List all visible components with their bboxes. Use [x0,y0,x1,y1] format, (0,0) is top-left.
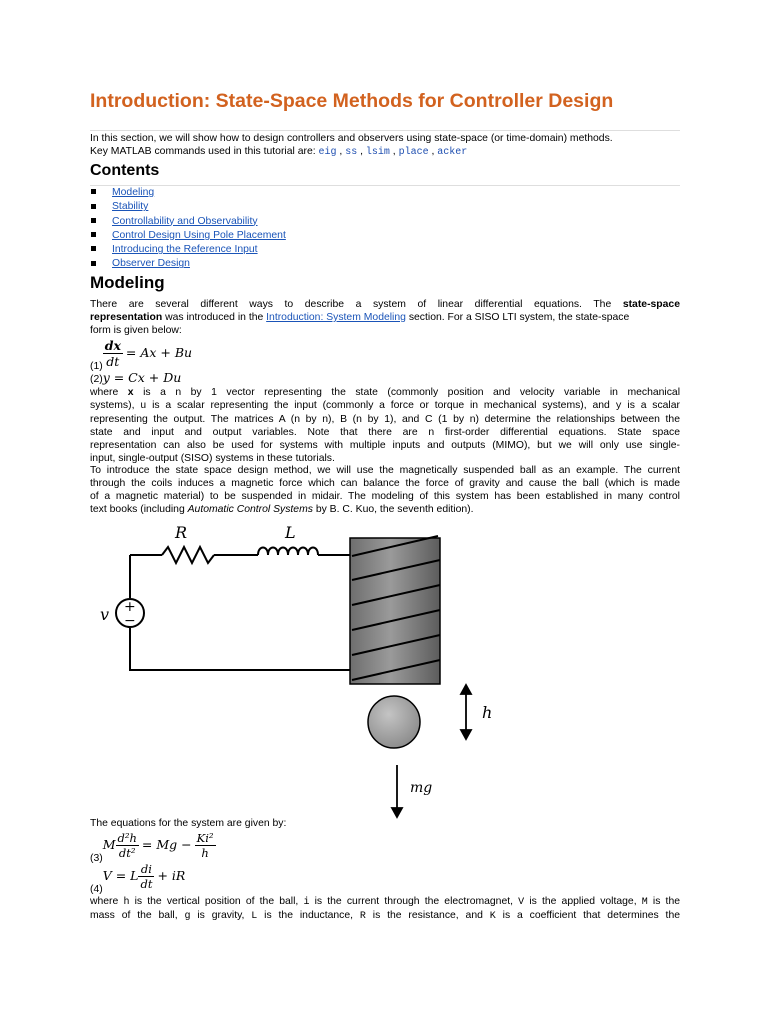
text-span: is the current through the electromagnet, [309,896,519,907]
modeling-p1-line-2 [90,312,680,325]
text-span: is a scalar representing the input (commonly a force or torque in mechanical systems), and [146,399,616,411]
modeling-heading: Modeling [90,273,165,292]
fraction-numerator: Ki² [196,831,214,845]
equation-number: (1) [90,360,103,372]
text-span: is the inductance, [257,909,360,921]
command-separator: , [389,145,399,157]
intro-line-1: In this section, we will show how to design controllers and observers using state-space (or time-domain) methods. [90,133,613,144]
fraction-numerator: d²h [117,831,137,845]
command-separator: , [357,145,366,157]
variable: K [489,910,496,922]
contents-item [90,243,286,257]
p2-line [90,400,680,414]
variable: V [518,897,525,908]
text-span: is the vertical position of the ball, [129,896,304,907]
command-separator: , [428,145,438,157]
p3-line: To introduce the state space design method, we will use the magnetically suspended ball as an example. The current [90,465,680,477]
equation-3 [90,831,216,864]
intro-paragraph [90,133,680,160]
bullet-icon [91,261,96,266]
contents-link-stability[interactable]: Stability [112,201,149,213]
bullet-icon [91,246,96,251]
contents-item [90,200,286,214]
p2-line: representation can also be used for systems with multiple inputs and outputs (MIMO), but we will only use single- [90,439,680,451]
fraction-denominator: dt² [118,846,136,860]
text-span: is a scalar [621,399,680,411]
equation-body: y = Cx + Du [102,370,182,385]
fraction [103,338,123,369]
text-span: mass of the ball, [90,909,185,921]
contents-link-observer-design[interactable]: Observer Design [112,258,190,270]
modeling-paragraph-4 [90,896,680,924]
p2-line [90,387,680,400]
command-eig: eig [318,146,337,158]
gravity-arrow [392,765,402,817]
text-span: section. For a SISO LTI system, the state-space [405,311,630,323]
variable: R [359,910,366,922]
circuit-wire [130,628,352,670]
plus-sign: + [124,599,136,615]
label-mg: mg [410,780,433,796]
equation-rhs: + iR [157,867,186,883]
fraction-denominator: h [201,846,209,860]
mass-symbol: M [102,836,116,852]
equations-intro: The equations for the system are given by: [90,818,287,829]
label-h: h [482,703,493,722]
system-modeling-link[interactable]: Introduction: System Modeling [266,311,406,323]
variable: u [140,400,147,412]
contents-link-controllability[interactable]: Controllability and Observability [112,215,258,227]
modeling-p1-line-1 [90,299,680,312]
fraction-denominator: dt [140,877,153,891]
bullet-icon [91,232,96,237]
command-separator: , [336,145,346,157]
p3-line [90,504,680,517]
text-span: is a coefficient that determines the [495,909,681,921]
inductor-symbol [258,548,318,556]
maglev-circuit-figure [90,520,510,820]
equation-1 [90,338,192,372]
modeling-p1-line-3: form is given below: [90,324,182,336]
equation-2 [90,370,181,385]
bold-term: representation [90,311,163,323]
text-span: is a n by 1 vector representing the state (commonly position and velocity variable in mechanical [133,387,680,398]
text-span: where [90,387,128,398]
contents-item [90,215,286,229]
intro-line-2 [90,146,680,160]
text-span: is the applied voltage, [524,896,642,907]
page-title: Introduction: State-Space Methods for Controller Design [90,90,614,112]
modeling-paragraph-1 [90,299,680,338]
equation-lhs: V = L [102,867,139,883]
contents-item [90,257,286,271]
text-span: text books (including [90,504,188,516]
fraction-numerator: dx [104,338,121,353]
fraction [116,831,139,860]
text-span: is the resistance, and [365,909,490,921]
book-title: Automatic Control Systems [187,504,313,516]
variable: h [123,897,130,908]
text-span: There are several different ways to describe a system of linear differential equations. The [90,299,623,310]
fraction [138,862,154,891]
p3-line: through the coils induces a magnetic force which can balance the force of gravity and cause the ball (which is made [90,478,680,490]
equation-number: (3) [90,852,103,864]
text-span: where [90,896,124,907]
fraction [195,831,216,860]
variable: g [184,910,191,922]
text-span: by B. C. Kuo, the seventh edition). [312,504,474,516]
resistor-symbol [162,547,214,563]
contents-item [90,229,286,243]
bullet-icon [91,218,96,223]
text-span: systems), [90,399,141,411]
fraction-numerator: di [138,862,154,877]
p4-line [90,910,680,924]
p2-line: input, single-output (SISO) systems in these tutorials. [90,452,335,464]
modeling-paragraph-2 [90,387,680,517]
label-L: L [285,523,296,542]
equation-number: (4) [90,883,103,895]
p3-line: of a magnetic material) to be suspended in midair. The modeling of this system has been established in many control [90,491,680,503]
text-span: is gravity, [190,909,252,921]
command-ss: ss [345,146,358,158]
bullet-icon [91,204,96,209]
minus-sign: − [124,613,136,629]
label-R: R [175,523,188,542]
variable: M [641,897,648,908]
contents-list [90,186,286,272]
contents-link-modeling[interactable]: Modeling [112,187,155,198]
height-arrow [461,685,471,739]
p4-line [90,896,680,910]
equation-middle: = Mg − [141,836,192,852]
command-lsim: lsim [365,146,390,158]
p2-line: state and input and output variables. Note that there are n first-order differential equations. State space [90,426,680,438]
contents-heading: Contents [90,162,160,179]
variable: x [127,387,134,398]
text-span: is the [647,896,680,907]
contents-item [90,186,286,200]
p2-line: representing the output. The matrices A (n by n), B (n by 1), and C (1 by n) determine the relationships between the [90,413,680,425]
steel-ball [368,696,420,748]
equation-4 [90,862,185,895]
intro-commands-label: Key MATLAB commands used in this tutorial are: [90,145,319,157]
contents-link-pole-placement[interactable]: Control Design Using Pole Placement [112,229,286,241]
label-v: v [100,605,110,624]
fraction-denominator: dt [106,354,120,369]
title-divider [90,130,680,131]
text-span: was introduced in the [162,311,267,323]
contents-link-reference-input[interactable]: Introducing the Reference Input [112,244,258,256]
bullet-icon [91,189,96,194]
variable: i [303,897,310,908]
command-place: place [398,146,429,158]
equation-rhs: = Ax + Bu [125,344,193,360]
equation-number: (2) [90,374,103,385]
command-acker: acker [437,146,468,158]
variable: y [615,400,622,412]
variable: L [251,910,258,922]
bold-term: state-space [622,299,680,310]
